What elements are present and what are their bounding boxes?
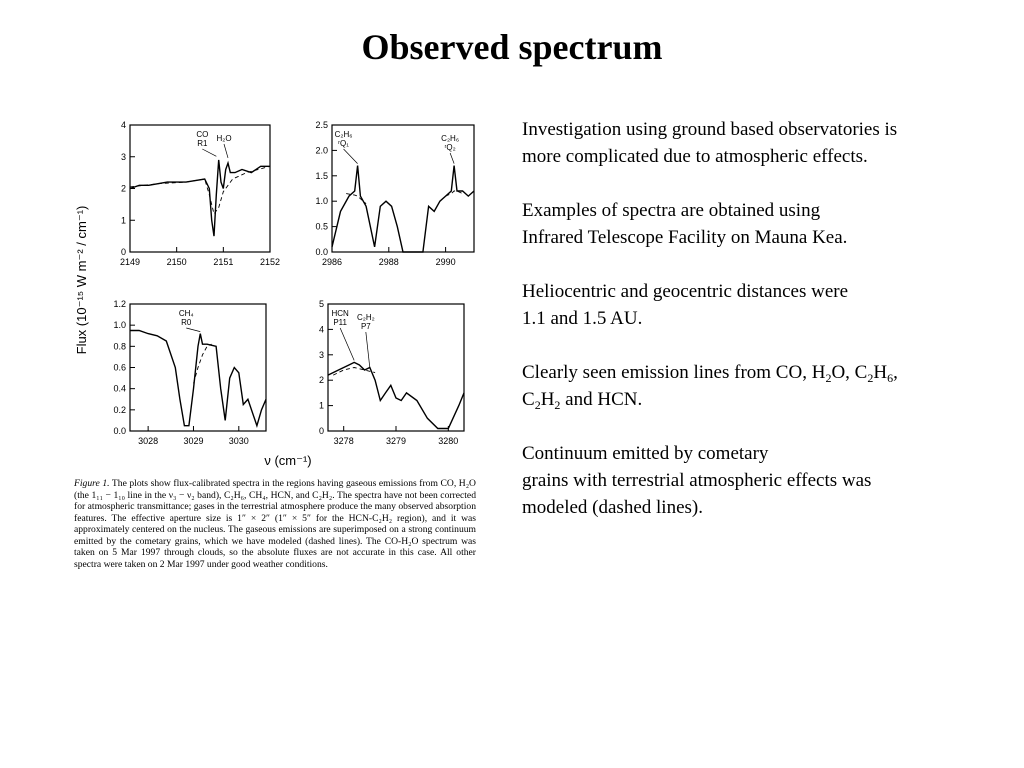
bullet-line: grains with terrestrial atmospheric effects was — [522, 470, 872, 491]
y-tick-label: 0.4 — [113, 383, 126, 394]
plot-frame — [328, 304, 464, 431]
bullet-line: $C_2H_2$ and HCN. — [522, 389, 643, 412]
bullet-line: Investigation using ground based observatories is — [522, 119, 898, 140]
spectrum-panel-c2h6 — [315, 120, 474, 267]
spectrum-panel-co-h2o — [120, 120, 280, 267]
figure-caption-label: Figure 1. — [74, 478, 110, 489]
y-tick-label: 0 — [120, 247, 126, 257]
bullet-continuum — [522, 440, 992, 521]
annotation-label: C₂H₂ — [356, 313, 375, 322]
spectrum-panel-ch4 — [113, 299, 266, 446]
x-tick-label: 2150 — [166, 257, 187, 267]
x-tick-label: 2986 — [321, 257, 343, 267]
x-tick-label: 2152 — [259, 257, 281, 267]
y-tick-label: 3 — [318, 349, 324, 360]
y-tick-label: 0 — [318, 426, 324, 436]
bullet-line: 1.1 and 1.5 AU. — [522, 308, 643, 329]
x-tick-label: 3029 — [183, 436, 204, 446]
bullet-list — [522, 116, 992, 548]
annotation-sublabel: P7 — [360, 322, 371, 331]
y-tick-label: 4 — [318, 324, 324, 335]
series-line-observed — [328, 362, 464, 428]
series-line-observed — [130, 331, 266, 426]
y-tick-label: 4 — [120, 120, 126, 130]
annotation-label: CO — [196, 130, 209, 139]
x-tick-label: 3279 — [385, 436, 407, 446]
bullet-line: Clearly seen emission lines from CO, $H_2O$, $C_2H_6$, — [522, 362, 898, 385]
y-tick-label: 1.0 — [113, 320, 126, 331]
annotation-sublabel: ʳQ₂ — [444, 143, 456, 152]
spectra-panels — [113, 120, 474, 446]
y-tick-label: 0.0 — [315, 247, 328, 257]
spectrum-panel-hcn-c2h2 — [319, 299, 464, 446]
y-tick-label: 2 — [318, 375, 324, 386]
y-tick-label: 0.5 — [315, 221, 328, 232]
bullet-line: Heliocentric and geocentric distances were — [522, 281, 849, 302]
y-tick-label: 0.2 — [113, 404, 126, 415]
annotation-sublabel: R0 — [181, 318, 192, 327]
bullet-irtf — [522, 197, 992, 251]
figure-caption-text: The plots show flux-calibrated spectra in the regions having gaseous emissions from CO, H₂O (the 1₁₁ − 1₁₀ line in the ν₃ − ν₂ band), C₂H₆, CH₄, HCN, and C₂H₂. The spectra have not been corrected for atmospheric transmittance; gases in the terrestrial atmosphere produce the many observed absorption features. The effective aperture size is 1″ × 2″ (1″ × 5″ for the HCN-C₂H₂ region), and it was approximately centered on the nucleus. The gaseous emissions are superimposed on a strong continuum emitted by the cometary grains, which we have modeled (dashed lines). The CO-H₂O spectrum was taken on 5 Mar 1997 through clouds, so the absolute fluxes are not accurate in this case. All other spectra were taken on 2 Mar 1997 under good weather conditions. — [74, 478, 476, 570]
bullet-emission-lines — [522, 359, 992, 413]
annotation-leader — [366, 332, 370, 368]
bullet-distances — [522, 278, 992, 332]
x-tick-label: 3030 — [228, 436, 249, 446]
y-tick-label: 2.5 — [315, 120, 328, 130]
bullet-line: Continuum emitted by cometary — [522, 443, 769, 464]
y-axis-label: Flux (10⁻¹⁵ W m⁻² / cm⁻¹) — [74, 205, 89, 355]
bullet-line: modeled (dashed lines). — [522, 497, 703, 518]
figure-caption — [74, 478, 476, 570]
y-tick-label: 0.8 — [113, 341, 126, 352]
y-tick-label: 2 — [120, 183, 126, 194]
annotation-label: CH₄ — [178, 309, 194, 318]
annotation-label: H₂O — [216, 134, 232, 143]
annotation-leader — [202, 149, 216, 156]
y-tick-label: 2.0 — [315, 145, 328, 156]
series-line-observed — [130, 160, 270, 236]
y-tick-label: 1 — [318, 400, 324, 411]
y-tick-label: 1 — [120, 215, 126, 226]
bullet-line: Infrared Telescope Facility on Mauna Kea. — [522, 227, 848, 248]
bullet-line: Examples of spectra are obtained using — [522, 200, 821, 221]
y-tick-label: 1.0 — [315, 196, 328, 207]
annotation-leader — [344, 149, 358, 164]
x-tick-label: 2990 — [435, 257, 456, 267]
y-tick-label: 3 — [120, 151, 126, 162]
x-tick-label: 3028 — [138, 436, 159, 446]
annotation-leader — [340, 328, 354, 360]
y-tick-label: 0.6 — [113, 362, 126, 373]
series-line-observed — [332, 166, 474, 252]
annotation-sublabel: R1 — [197, 139, 208, 148]
annotation-leader — [450, 153, 454, 164]
annotation-sublabel: ʳQ₁ — [338, 139, 349, 148]
y-tick-label: 5 — [318, 299, 324, 309]
page-title: Observed spectrum — [361, 27, 663, 67]
bullet-ground-based — [522, 116, 992, 170]
x-tick-label: 2988 — [378, 257, 399, 267]
y-tick-label: 1.5 — [315, 170, 328, 181]
annotation-label: HCN — [331, 309, 349, 318]
annotation-label: C₂H₆ — [441, 134, 460, 143]
annotation-leader — [224, 144, 228, 158]
bullet-line: more complicated due to atmospheric effects. — [522, 146, 868, 167]
x-tick-label: 2149 — [119, 257, 141, 267]
annotation-sublabel: P11 — [333, 318, 347, 327]
spectra-figure — [70, 110, 480, 472]
annotation-label: C₂H₆ — [334, 130, 353, 139]
y-tick-label: 0.0 — [113, 426, 126, 436]
y-tick-label: 1.2 — [113, 299, 126, 309]
x-axis-label: ν (cm⁻¹) — [264, 453, 312, 468]
x-tick-label: 3278 — [333, 436, 354, 446]
annotation-leader — [186, 328, 200, 332]
x-tick-label: 2151 — [213, 257, 234, 267]
x-tick-label: 3280 — [438, 436, 459, 446]
series-line-continuum-model — [130, 166, 270, 214]
